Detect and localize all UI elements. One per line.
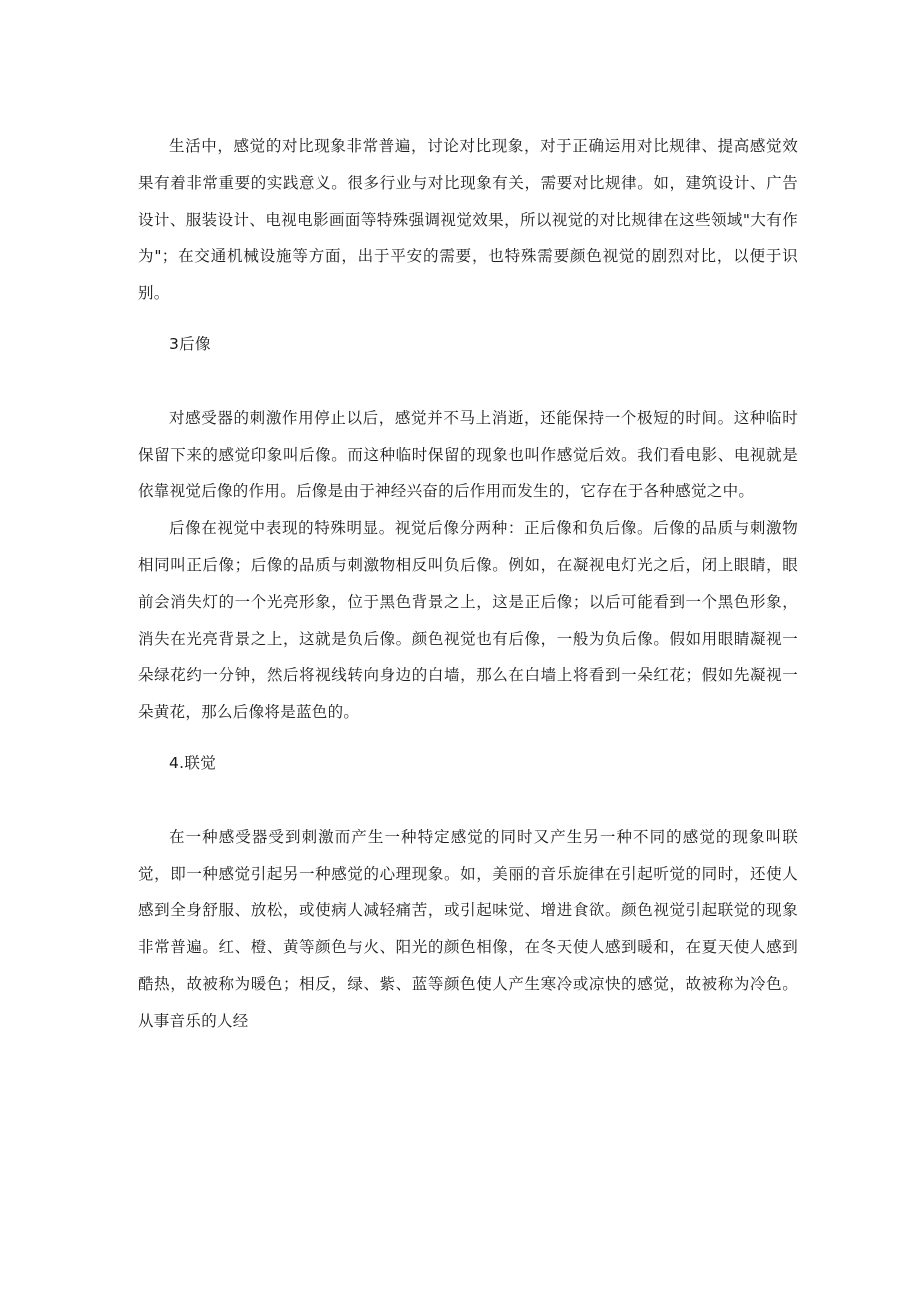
document-body [138, 128, 798, 1040]
section-heading-afterimage: 3后像 [169, 334, 211, 353]
paragraph-synesthesia-definition: 在一种感受器受到刺激而产生一种特定感觉的同时又产生另一种不同的感觉的现象叫联觉，即一种感觉引起另一种感觉的心理现象。如，美丽的音乐旋律在引起听觉的同时，还使人感到全身舒服、放松，或使病人减轻痛苦，或引起味觉、增进食欲。颜色视觉引起联觉的现象非常普遍。红、橙、黄等颜色与火、阳光的颜色相像，在冬天使人感到暖和，在夏天使人感到酷热，故被称为暖色；相反，绿、紫、蓝等颜色使人产生寒冷或凉快的感觉，故被称为冷色。从事音乐的人经 [138, 827, 798, 1030]
section-heading-synesthesia: 4.联觉 [169, 753, 216, 772]
paragraph-afterimage-types: 后像在视觉中表现的特殊明显。视觉后像分两种：正后像和负后像。后像的品质与刺激物相同叫正后像；后像的品质与刺激物相反叫负后像。例如，在凝视电灯光之后，闭上眼睛，眼前会消失灯的一个光亮形象，位于黑色背景之上，这是正后像；以后可能看到一个黑色形象，消失在光亮背景之上，这就是负后像。颜色视觉也有后像，一般为负后像。假如用眼睛凝视一朵绿花约一分钟，然后将视线转向身边的白墙，那么在白墙上将看到一朵红花；假如先凝视一朵黄花，那么后像将是蓝色的。 [138, 519, 798, 722]
paragraph-contrast-application: 生活中，感觉的对比现象非常普遍，讨论对比现象，对于正确运用对比规律、提高感觉效果有着非常重要的实践意义。很多行业与对比现象有关，需要对比规律。如，建筑设计、广告设计、服装设计、电视电影画面等特殊强调视觉效果，所以视觉的对比规律在这些领域"大有作为"；在交通机械设施等方面，出于平安的需要，也特殊需要颜色视觉的剧烈对比，以便于识别。 [138, 137, 798, 303]
paragraph-afterimage-definition: 对感受器的刺激作用停止以后，感觉并不马上消逝，还能保持一个极短的时间。这种临时保留下来的感觉印象叫后像。而这种临时保留的现象也叫作感觉后效。我们看电影、电视就是依靠视觉后像的作用。后像是由于神经兴奋的后作用而发生的，它存在于各种感觉之中。 [138, 408, 798, 501]
